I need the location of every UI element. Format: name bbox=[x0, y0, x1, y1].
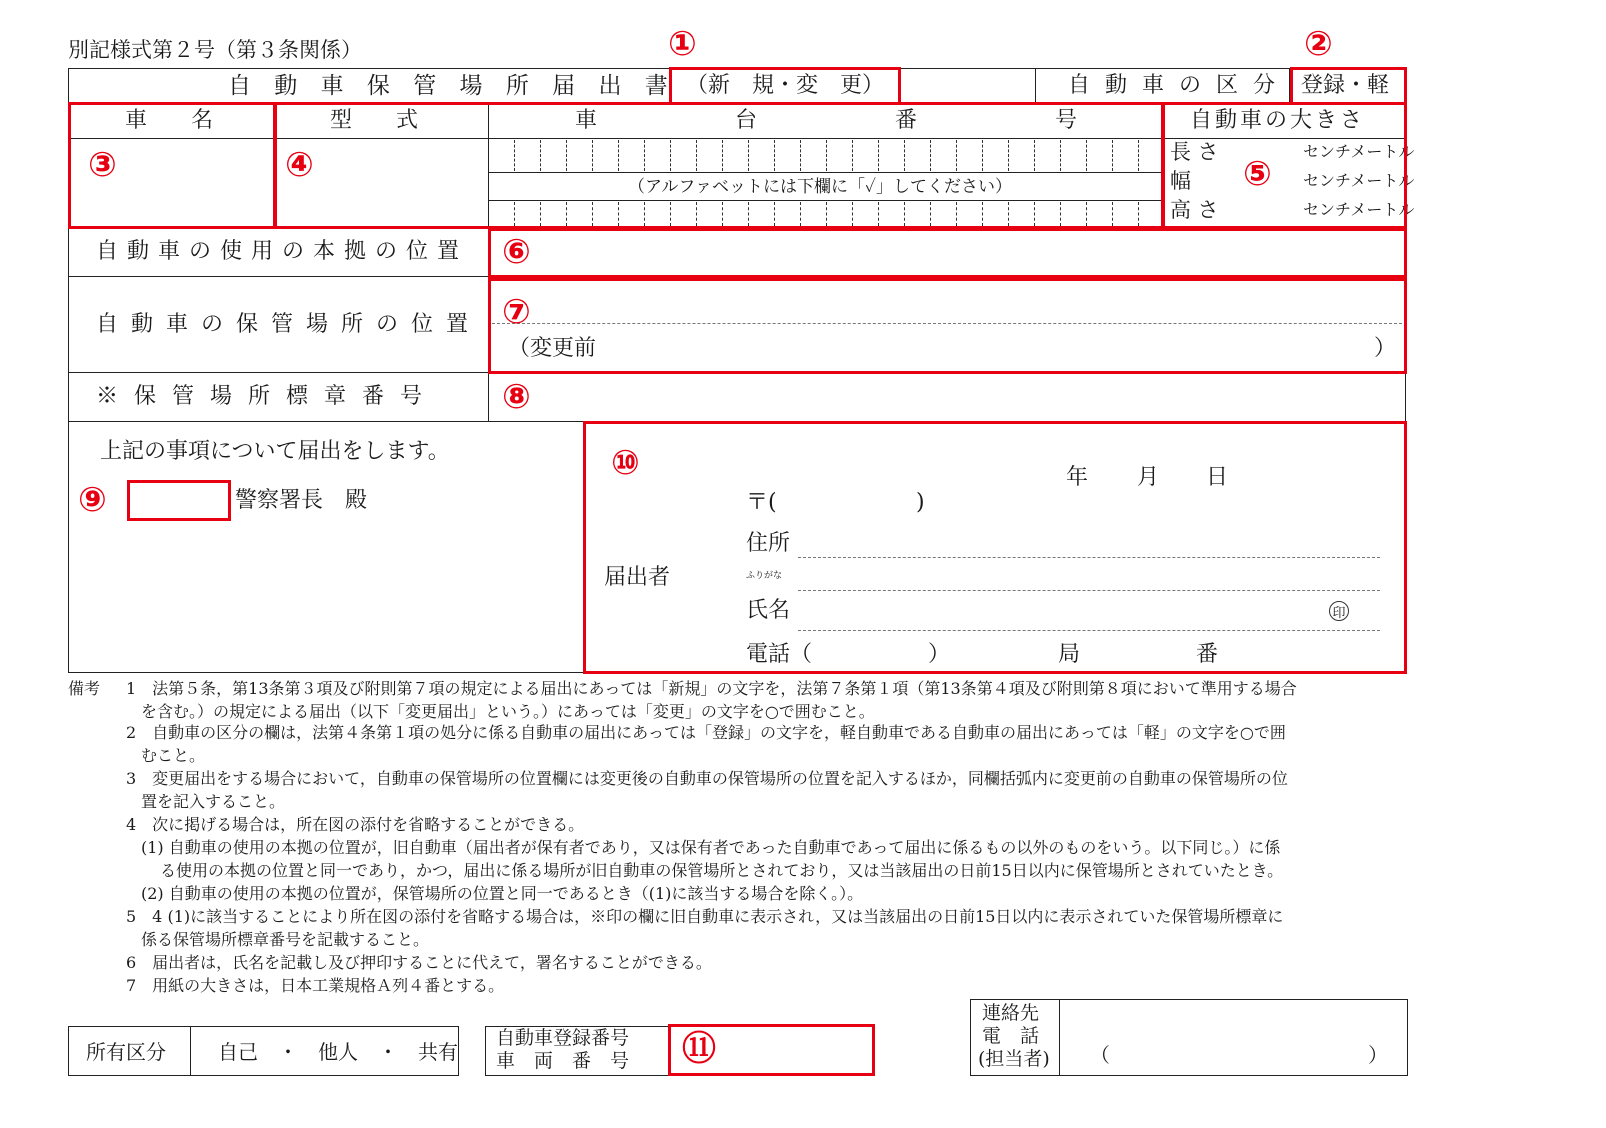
date-year: 年 bbox=[1066, 465, 1089, 490]
before-change-label: （変更前 bbox=[508, 336, 597, 361]
note-line: 係る保管場所標章番号を記載すること。 bbox=[141, 930, 430, 949]
contact-open: （ bbox=[1090, 1043, 1110, 1067]
chassis-header-1: 車 bbox=[575, 108, 598, 133]
vehicle-number-label: 車 両 番 号 bbox=[496, 1050, 630, 1072]
chassis-header-4: 号 bbox=[1055, 108, 1078, 133]
car-name-header: 車 名 bbox=[125, 108, 214, 133]
note-line: を含む。）の規定による届出（以下「変更届出」という。）にあっては「変更」の文字を○で囲むこと。 bbox=[141, 702, 875, 721]
contact-close: ） bbox=[1368, 1043, 1388, 1067]
note-line: 6 届出者は，氏名を記載し及び押印することに代えて，署名することができる。 bbox=[126, 953, 712, 972]
length-label: 長 さ bbox=[1170, 140, 1219, 164]
reg-number-label: 自動車登録番号 bbox=[496, 1027, 630, 1049]
alphabet-note: （アルファベットには下欄に「✓」してください） bbox=[628, 177, 1012, 197]
note-line: 4 次に掲げる場合は，所在図の添付を省略することができる。 bbox=[126, 815, 585, 834]
highlight-use-base bbox=[488, 228, 1407, 278]
width-label: 幅 bbox=[1170, 169, 1191, 193]
date-month: 月 bbox=[1137, 465, 1160, 490]
note-line: る使用の本拠の位置と同一であり，かつ，届出に係る場所が旧自動車の保管場所とされており，又は当該届出の日前15日以内に保管場所とされていたとき。 bbox=[160, 861, 1284, 880]
note-line: 3 変更届出をする場合において，自動車の保管場所の位置欄には変更後の自動車の保管場所の位置を記入するほか，同欄括弧内に変更前の自動車の保管場所の位 bbox=[126, 769, 1288, 788]
date-day: 日 bbox=[1206, 465, 1229, 490]
divider bbox=[488, 372, 489, 422]
storage-location-label: 自動車の保管場所の位置 bbox=[96, 312, 482, 337]
chassis-header-2: 台 bbox=[735, 108, 758, 133]
before-change-close: ） bbox=[1374, 336, 1397, 361]
address-label: 住所 bbox=[746, 531, 791, 556]
note-line: むこと。 bbox=[141, 746, 206, 765]
phone-ban: 番 bbox=[1196, 642, 1219, 667]
phone-kyoku: 局 bbox=[1058, 642, 1081, 667]
marker-5: ⑤ bbox=[1243, 154, 1272, 194]
contact-label-1: 連絡先 bbox=[982, 1002, 1040, 1024]
highlight-model-chassis bbox=[274, 102, 1164, 229]
vehicle-category-option[interactable]: 登録・軽 bbox=[1301, 73, 1390, 98]
highlight-applicant bbox=[583, 421, 1407, 674]
height-unit: センチメートル bbox=[1303, 200, 1415, 219]
postal-close: ) bbox=[916, 490, 925, 515]
note-line: 5 4 (1)に該当することにより所在図の添付を省略する場合は，※印の欄に旧自動車に表示され，又は当該届出の日前15日以内に表示されていた保管場所標章に bbox=[126, 907, 1284, 926]
length-unit: センチメートル bbox=[1303, 142, 1415, 161]
marker-3: ③ bbox=[88, 145, 117, 185]
marker-2: ② bbox=[1304, 24, 1333, 64]
use-base-label: 自動車の使用の本拠の位置 bbox=[96, 239, 469, 264]
sticker-number-label: ※保管場所標章番号 bbox=[96, 384, 439, 409]
marker-8: ⑧ bbox=[502, 377, 531, 417]
ownership-options[interactable]: 自己 ・ 他人 ・ 共有 bbox=[218, 1040, 458, 1064]
note-line: 7 用紙の大きさは，日本工業規格Ａ列４番とする。 bbox=[126, 976, 505, 995]
marker-9: ⑨ bbox=[78, 480, 107, 520]
highlight-police-station bbox=[127, 480, 231, 521]
divider bbox=[1035, 68, 1036, 104]
form-number: 別記様式第２号（第３条関係） bbox=[68, 38, 362, 62]
marker-10: ⑩ bbox=[611, 443, 640, 483]
name-label: 氏名 bbox=[746, 598, 791, 623]
height-label: 高 さ bbox=[1170, 198, 1219, 222]
notes-header: 備考 bbox=[68, 679, 101, 698]
marker-11: ⑪ bbox=[682, 1029, 716, 1069]
furigana-label: ふりがな bbox=[746, 571, 783, 581]
vehicle-category-label: 自 動 車 の 区 分 bbox=[1068, 73, 1279, 98]
size-header: 自動車の大きさ bbox=[1190, 108, 1366, 133]
note-line: 1 法第５条，第13条第３項及び附則第７項の規定による届出にあっては「新規」の文字を，法第７条第１項（第13条第４項及び附則第８項において準用する場合 bbox=[126, 679, 1297, 698]
note-line: 置を記入すること。 bbox=[141, 792, 286, 811]
highlight-new-change bbox=[669, 67, 901, 105]
note-line: 2 自動車の区分の欄は，法第４条第１項の処分に係る自動車の届出にあっては「登録」の文字を，軽自動車である自動車の届出にあっては「軽」の文字を○で囲 bbox=[126, 723, 1286, 742]
new-change-option[interactable]: （新 規・変 更） bbox=[686, 73, 885, 98]
marker-1: ① bbox=[668, 24, 697, 64]
contact-label-3: (担当者) bbox=[978, 1048, 1050, 1070]
phone-close: ） bbox=[928, 642, 951, 667]
contact-label-2: 電 話 bbox=[982, 1025, 1040, 1047]
ownership-label: 所有区分 bbox=[86, 1040, 166, 1064]
marker-7: ⑦ bbox=[502, 292, 531, 332]
model-header: 型 式 bbox=[330, 108, 419, 133]
form-title: 自 動 車 保 管 場 所 届 出 書 bbox=[228, 73, 676, 99]
note-line: (2) 自動車の使用の本拠の位置が，保管場所の位置と同一であるとき（(1)に該当する場合を除く。）。 bbox=[141, 884, 864, 903]
divider bbox=[190, 1026, 191, 1076]
divider bbox=[1059, 999, 1060, 1076]
note-line: (1) 自動車の使用の本拠の位置が，旧自動車（届出者が保有者であり，又は保有者であった自動車であって届出に係るもの以外のものをいう。以下同じ。）に係 bbox=[141, 838, 1281, 857]
phone-label: 電話（ bbox=[746, 642, 813, 667]
seal-char: 印 bbox=[1332, 606, 1346, 621]
postal-label: 〒( bbox=[746, 490, 777, 515]
width-unit: センチメートル bbox=[1303, 171, 1415, 190]
highlight-vehicle-size bbox=[1162, 102, 1407, 229]
marker-4: ④ bbox=[285, 145, 314, 185]
marker-6: ⑥ bbox=[502, 232, 531, 272]
applicant-label: 届出者 bbox=[604, 565, 671, 590]
highlight-vehicle-category bbox=[1290, 67, 1407, 105]
police-chief-label: 警察署長 殿 bbox=[235, 488, 368, 513]
highlight-storage-location bbox=[488, 278, 1407, 374]
declaration-text: 上記の事項について届出をします。 bbox=[100, 439, 450, 464]
chassis-header-3: 番 bbox=[895, 108, 918, 133]
